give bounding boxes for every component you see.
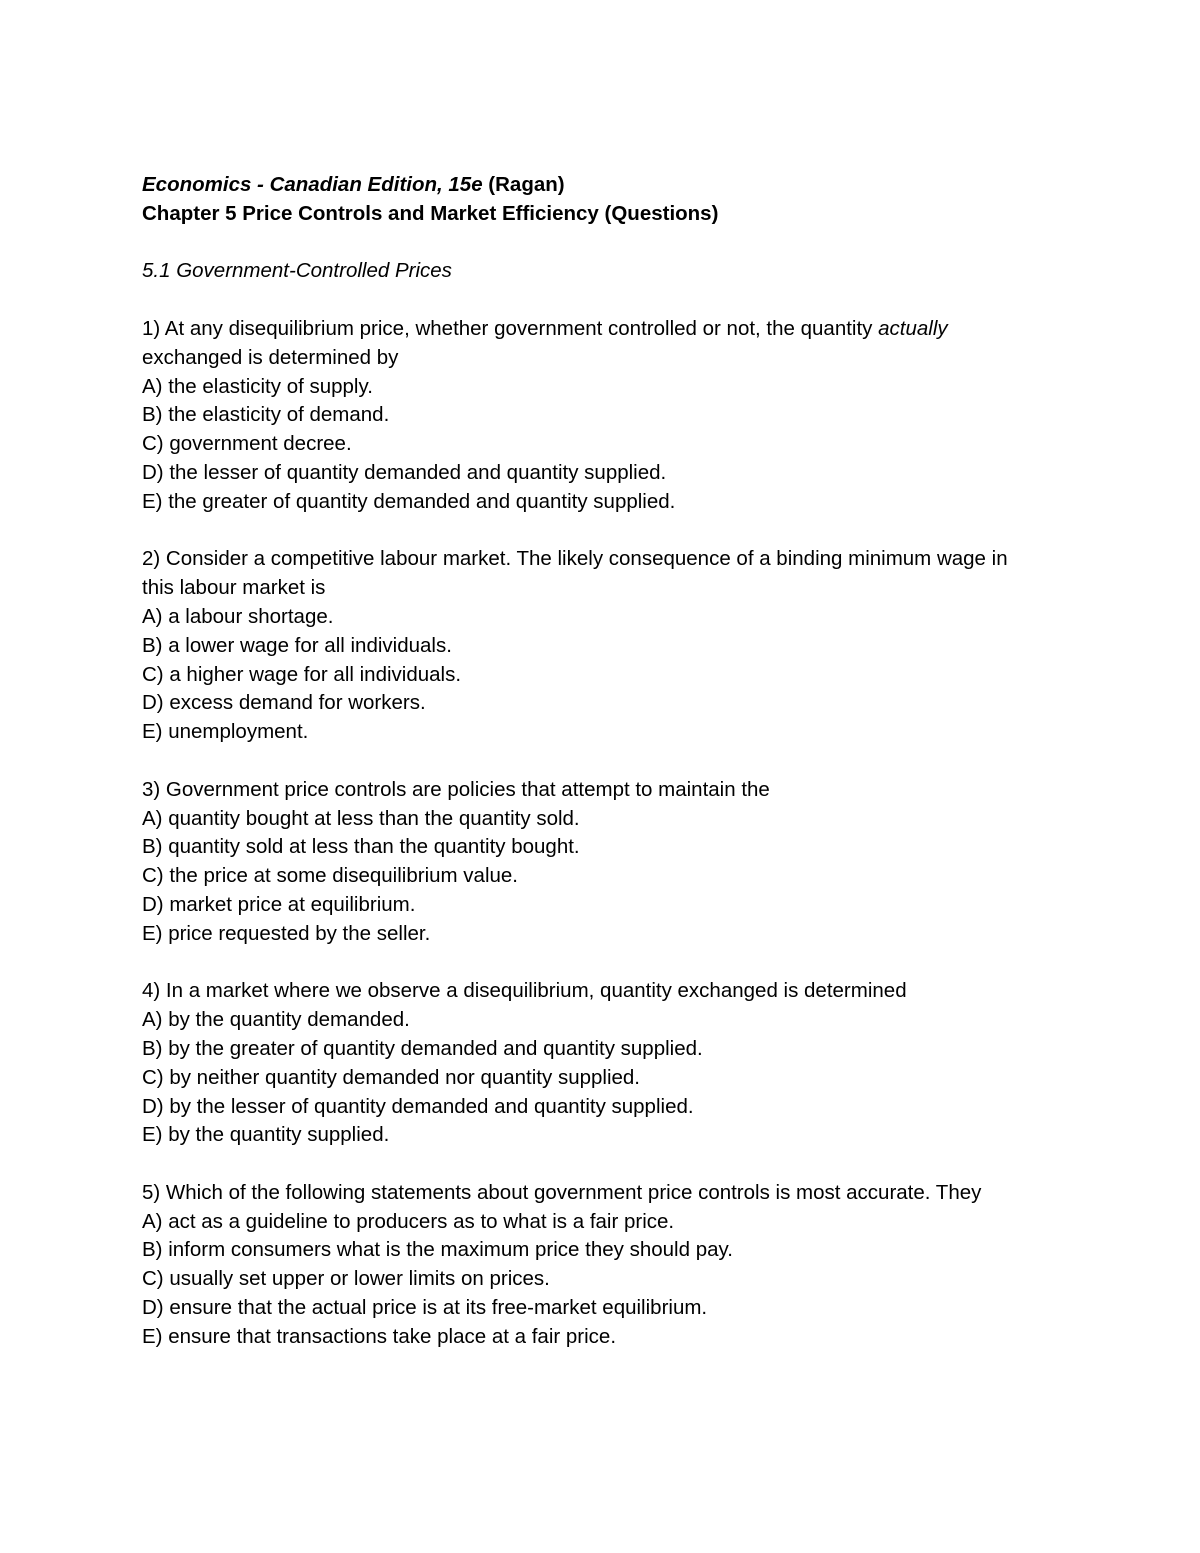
book-title bbox=[142, 171, 1082, 200]
answer-option-e: E) by the quantity supplied. bbox=[142, 1123, 390, 1147]
answer-option-d: D) ensure that the actual price is at its free-market equilibrium. bbox=[142, 1296, 708, 1320]
answer-option-a: A) act as a guideline to producers as to what is a fair price. bbox=[142, 1209, 675, 1233]
question-1 bbox=[142, 315, 1082, 517]
question-stem: 5) Which of the following statements about government price controls is most accurate. They bbox=[142, 1180, 982, 1204]
answer-option-e: E) the greater of quantity demanded and quantity supplied. bbox=[142, 489, 676, 513]
answer-option-e: E) ensure that transactions take place at a fair price. bbox=[142, 1324, 617, 1348]
book-title-author: (Ragan) bbox=[482, 173, 565, 196]
question-4 bbox=[142, 977, 1082, 1150]
question-3 bbox=[142, 776, 1082, 949]
document-body bbox=[142, 171, 1082, 1352]
spacer bbox=[142, 517, 1082, 546]
question-stem-text: 1) At any disequilibrium price, whether government controlled or not, the quantity bbox=[142, 316, 879, 340]
answer-option-d: D) excess demand for workers. bbox=[142, 691, 426, 715]
question-stem-continued: exchanged is determined by bbox=[142, 345, 399, 369]
answer-option-b: B) quantity sold at less than the quantity bought. bbox=[142, 835, 580, 859]
question-stem: 2) Consider a competitive labour market. The likely consequence of a binding minimum wage in bbox=[142, 547, 1008, 571]
question-stem-emphasis: actually bbox=[878, 316, 948, 340]
answer-option-c: C) usually set upper or lower limits on prices. bbox=[142, 1267, 550, 1291]
answer-option-a: A) the elasticity of supply. bbox=[142, 374, 373, 398]
answer-option-a: A) quantity bought at less than the quantity sold. bbox=[142, 806, 580, 830]
answer-option-e: E) unemployment. bbox=[142, 720, 309, 744]
question-stem: 4) In a market where we observe a disequilibrium, quantity exchanged is determined bbox=[142, 979, 907, 1003]
answer-option-a: A) a labour shortage. bbox=[142, 604, 334, 628]
answer-option-c: C) the price at some disequilibrium value. bbox=[142, 864, 518, 888]
spacer bbox=[142, 1150, 1082, 1179]
answer-option-b: B) a lower wage for all individuals. bbox=[142, 633, 452, 657]
section-title: 5.1 Government-Controlled Prices bbox=[142, 259, 452, 283]
answer-option-c: C) by neither quantity demanded nor quantity supplied. bbox=[142, 1065, 641, 1089]
question-stem-continued: this labour market is bbox=[142, 576, 326, 600]
answer-option-d: D) by the lesser of quantity demanded and quantity supplied. bbox=[142, 1094, 694, 1118]
answer-option-b: B) the elasticity of demand. bbox=[142, 403, 390, 427]
question-stem: 3) Government price controls are policies that attempt to maintain the bbox=[142, 777, 770, 801]
question-2 bbox=[142, 545, 1082, 747]
answer-option-b: B) inform consumers what is the maximum price they should pay. bbox=[142, 1238, 733, 1262]
spacer bbox=[142, 229, 1082, 258]
answer-option-d: D) market price at equilibrium. bbox=[142, 892, 416, 916]
answer-option-c: C) government decree. bbox=[142, 432, 352, 456]
question-5 bbox=[142, 1179, 1082, 1352]
spacer bbox=[142, 949, 1082, 978]
chapter-title: Chapter 5 Price Controls and Market Efficiency (Questions) bbox=[142, 201, 719, 225]
book-title-italic: Economics - Canadian Edition, 15e bbox=[142, 173, 483, 196]
answer-option-e: E) price requested by the seller. bbox=[142, 921, 431, 945]
question-stem bbox=[142, 315, 1082, 344]
spacer bbox=[142, 747, 1082, 776]
answer-option-a: A) by the quantity demanded. bbox=[142, 1008, 410, 1032]
answer-option-b: B) by the greater of quantity demanded and quantity supplied. bbox=[142, 1036, 703, 1060]
answer-option-d: D) the lesser of quantity demanded and quantity supplied. bbox=[142, 460, 667, 484]
answer-option-c: C) a higher wage for all individuals. bbox=[142, 662, 462, 686]
spacer bbox=[142, 286, 1082, 315]
